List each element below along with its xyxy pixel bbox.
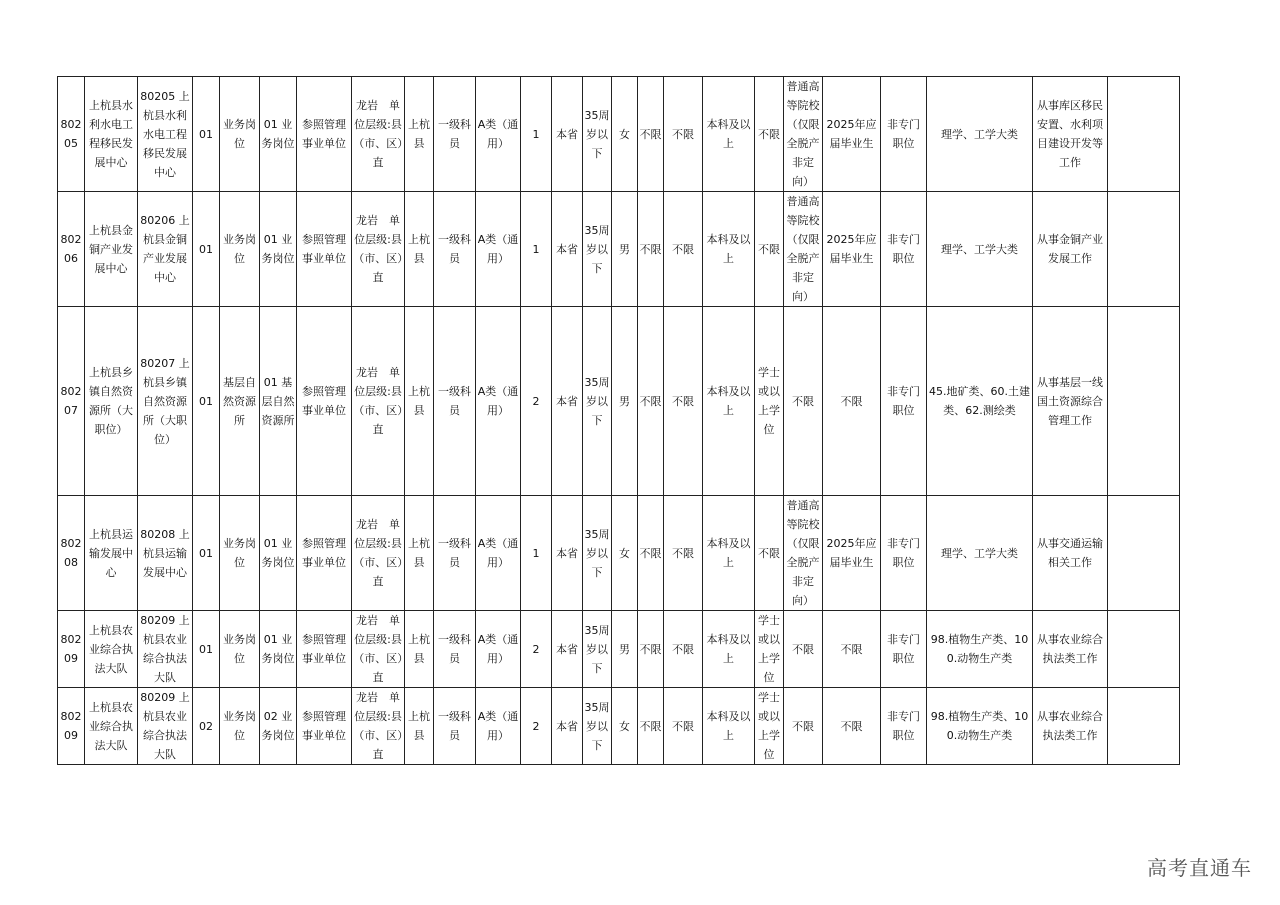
cell-unit-name: 上杭县金铜产业发展中心: [85, 192, 138, 307]
cell-job-duty: 从事基层一线国土资源综合管理工作: [1033, 307, 1108, 496]
cell-degree: 不限: [755, 77, 784, 192]
cell-code: 80207: [58, 307, 85, 496]
cell-unit-code-name: 80208 上杭县运输发展中心: [138, 496, 193, 611]
cell-age: 35周岁以下: [583, 496, 612, 611]
cell-gender: 女: [612, 688, 638, 765]
cell-position-name: 业务岗位: [220, 192, 260, 307]
cell-county: 上杭县: [405, 688, 434, 765]
cell-position-type: 非专门职位: [881, 77, 927, 192]
cell-position-name: 业务岗位: [220, 77, 260, 192]
cell-school-type: 不限: [784, 688, 823, 765]
cell-major: 理学、工学大类: [927, 192, 1033, 307]
cell-unit-level: 龙岩 单位层级:县（市、区）直: [352, 688, 405, 765]
cell-unit-code-name: 80209 上杭县农业综合执法大队: [138, 611, 193, 688]
cell-remarks: [1108, 611, 1180, 688]
cell-unit-nature: 参照管理事业单位: [297, 611, 352, 688]
cell-unit-nature: 参照管理事业单位: [297, 496, 352, 611]
cell-candidate-type: 不限: [823, 688, 881, 765]
recruitment-table: [57, 76, 1180, 765]
cell-political: 不限: [638, 496, 664, 611]
cell-job-duty: 从事农业综合执法类工作: [1033, 688, 1108, 765]
cell-school-type: 不限: [784, 307, 823, 496]
cell-unit-level: 龙岩 单位层级:县（市、区）直: [352, 192, 405, 307]
cell-remarks: [1108, 307, 1180, 496]
cell-gender: 女: [612, 77, 638, 192]
cell-position-code-name: 01 业务岗位: [260, 496, 297, 611]
cell-political: 不限: [638, 77, 664, 192]
cell-school-type: 普通高等院校（仅限全脱产非定向）: [784, 496, 823, 611]
cell-exam-category: A类（通用）: [476, 611, 521, 688]
cell-code: 80205: [58, 77, 85, 192]
watermark-text: 高考直通车: [1147, 856, 1252, 880]
cell-major: 理学、工学大类: [927, 77, 1033, 192]
cell-rank: 一级科员: [434, 688, 476, 765]
cell-position-name: 业务岗位: [220, 611, 260, 688]
cell-position-name: 业务岗位: [220, 688, 260, 765]
cell-county: 上杭县: [405, 192, 434, 307]
cell-quota: 2: [521, 611, 552, 688]
cell-position-type: 非专门职位: [881, 611, 927, 688]
cell-school-type: 普通高等院校（仅限全脱产非定向）: [784, 192, 823, 307]
cell-rank: 一级科员: [434, 192, 476, 307]
cell-unit-name: 上杭县农业综合执法大队: [85, 688, 138, 765]
cell-unit-nature: 参照管理事业单位: [297, 688, 352, 765]
cell-degree: 学士或以上学位: [755, 611, 784, 688]
cell-position-code: 02: [193, 688, 220, 765]
cell-origin: 本省: [552, 77, 583, 192]
cell-age: 35周岁以下: [583, 307, 612, 496]
cell-candidate-type: 2025年应届毕业生: [823, 192, 881, 307]
cell-experience: 不限: [664, 77, 703, 192]
cell-origin: 本省: [552, 307, 583, 496]
cell-exam-category: A类（通用）: [476, 496, 521, 611]
cell-unit-nature: 参照管理事业单位: [297, 307, 352, 496]
cell-job-duty: 从事交通运输相关工作: [1033, 496, 1108, 611]
cell-unit-code-name: 80206 上杭县金铜产业发展中心: [138, 192, 193, 307]
cell-gender: 男: [612, 307, 638, 496]
table-row: [58, 307, 1180, 496]
table-row: [58, 77, 1180, 192]
cell-degree: 学士或以上学位: [755, 307, 784, 496]
cell-origin: 本省: [552, 611, 583, 688]
cell-code: 80208: [58, 496, 85, 611]
cell-age: 35周岁以下: [583, 611, 612, 688]
cell-school-type: 不限: [784, 611, 823, 688]
cell-unit-nature: 参照管理事业单位: [297, 77, 352, 192]
cell-unit-code-name: 80207 上杭县乡镇自然资源所（大职位）: [138, 307, 193, 496]
cell-origin: 本省: [552, 192, 583, 307]
cell-position-code-name: 02 业务岗位: [260, 688, 297, 765]
cell-political: 不限: [638, 192, 664, 307]
cell-rank: 一级科员: [434, 77, 476, 192]
cell-experience: 不限: [664, 688, 703, 765]
cell-degree: 学士或以上学位: [755, 688, 784, 765]
cell-major: 98.植物生产类、100.动物生产类: [927, 688, 1033, 765]
cell-age: 35周岁以下: [583, 192, 612, 307]
cell-position-code-name: 01 业务岗位: [260, 611, 297, 688]
cell-gender: 男: [612, 192, 638, 307]
table-row: [58, 611, 1180, 688]
cell-candidate-type: 不限: [823, 307, 881, 496]
cell-degree: 不限: [755, 192, 784, 307]
cell-experience: 不限: [664, 192, 703, 307]
cell-education: 本科及以上: [703, 611, 755, 688]
cell-quota: 1: [521, 192, 552, 307]
cell-county: 上杭县: [405, 611, 434, 688]
cell-exam-category: A类（通用）: [476, 688, 521, 765]
cell-job-duty: 从事金铜产业发展工作: [1033, 192, 1108, 307]
cell-unit-name: 上杭县运输发展中心: [85, 496, 138, 611]
table-row: [58, 192, 1180, 307]
cell-origin: 本省: [552, 496, 583, 611]
cell-county: 上杭县: [405, 307, 434, 496]
cell-rank: 一级科员: [434, 496, 476, 611]
cell-position-code-name: 01 业务岗位: [260, 77, 297, 192]
cell-position-name: 基层自然资源所: [220, 307, 260, 496]
cell-unit-level: 龙岩 单位层级:县（市、区）直: [352, 307, 405, 496]
cell-remarks: [1108, 77, 1180, 192]
cell-code: 80209: [58, 688, 85, 765]
cell-position-type: 非专门职位: [881, 496, 927, 611]
cell-unit-level: 龙岩 单位层级:县（市、区）直: [352, 611, 405, 688]
cell-political: 不限: [638, 688, 664, 765]
cell-experience: 不限: [664, 496, 703, 611]
cell-position-name: 业务岗位: [220, 496, 260, 611]
cell-remarks: [1108, 688, 1180, 765]
cell-major: 98.植物生产类、100.动物生产类: [927, 611, 1033, 688]
cell-position-type: 非专门职位: [881, 307, 927, 496]
cell-quota: 1: [521, 496, 552, 611]
cell-exam-category: A类（通用）: [476, 77, 521, 192]
cell-education: 本科及以上: [703, 496, 755, 611]
cell-education: 本科及以上: [703, 688, 755, 765]
table-row: [58, 688, 1180, 765]
cell-unit-name: 上杭县水利水电工程移民发展中心: [85, 77, 138, 192]
cell-position-code-name: 01 基层自然资源所: [260, 307, 297, 496]
cell-position-code: 01: [193, 192, 220, 307]
cell-position-code: 01: [193, 77, 220, 192]
cell-position-type: 非专门职位: [881, 688, 927, 765]
cell-political: 不限: [638, 611, 664, 688]
cell-major: 理学、工学大类: [927, 496, 1033, 611]
cell-degree: 不限: [755, 496, 784, 611]
cell-position-code: 01: [193, 307, 220, 496]
cell-exam-category: A类（通用）: [476, 307, 521, 496]
cell-unit-level: 龙岩 单位层级:县（市、区）直: [352, 77, 405, 192]
cell-county: 上杭县: [405, 496, 434, 611]
cell-code: 80209: [58, 611, 85, 688]
cell-position-type: 非专门职位: [881, 192, 927, 307]
cell-unit-nature: 参照管理事业单位: [297, 192, 352, 307]
cell-unit-code-name: 80205 上杭县水利水电工程移民发展中心: [138, 77, 193, 192]
cell-unit-level: 龙岩 单位层级:县（市、区）直: [352, 496, 405, 611]
cell-position-code: 01: [193, 496, 220, 611]
cell-education: 本科及以上: [703, 77, 755, 192]
cell-code: 80206: [58, 192, 85, 307]
cell-experience: 不限: [664, 307, 703, 496]
cell-quota: 1: [521, 77, 552, 192]
cell-job-duty: 从事农业综合执法类工作: [1033, 611, 1108, 688]
cell-age: 35周岁以下: [583, 77, 612, 192]
cell-origin: 本省: [552, 688, 583, 765]
cell-unit-code-name: 80209 上杭县农业综合执法大队: [138, 688, 193, 765]
cell-county: 上杭县: [405, 77, 434, 192]
cell-school-type: 普通高等院校（仅限全脱产非定向）: [784, 77, 823, 192]
cell-candidate-type: 2025年应届毕业生: [823, 496, 881, 611]
cell-quota: 2: [521, 688, 552, 765]
cell-position-code-name: 01 业务岗位: [260, 192, 297, 307]
cell-rank: 一级科员: [434, 307, 476, 496]
cell-political: 不限: [638, 307, 664, 496]
cell-remarks: [1108, 496, 1180, 611]
cell-quota: 2: [521, 307, 552, 496]
cell-age: 35周岁以下: [583, 688, 612, 765]
cell-education: 本科及以上: [703, 192, 755, 307]
cell-candidate-type: 不限: [823, 611, 881, 688]
cell-position-code: 01: [193, 611, 220, 688]
cell-experience: 不限: [664, 611, 703, 688]
cell-unit-name: 上杭县农业综合执法大队: [85, 611, 138, 688]
cell-education: 本科及以上: [703, 307, 755, 496]
cell-job-duty: 从事库区移民安置、水利项目建设开发等工作: [1033, 77, 1108, 192]
cell-remarks: [1108, 192, 1180, 307]
cell-gender: 女: [612, 496, 638, 611]
cell-major: 45.地矿类、60.土建类、62.测绘类: [927, 307, 1033, 496]
table-row: [58, 496, 1180, 611]
cell-unit-name: 上杭县乡镇自然资源所（大职位）: [85, 307, 138, 496]
cell-gender: 男: [612, 611, 638, 688]
cell-candidate-type: 2025年应届毕业生: [823, 77, 881, 192]
cell-rank: 一级科员: [434, 611, 476, 688]
cell-exam-category: A类（通用）: [476, 192, 521, 307]
